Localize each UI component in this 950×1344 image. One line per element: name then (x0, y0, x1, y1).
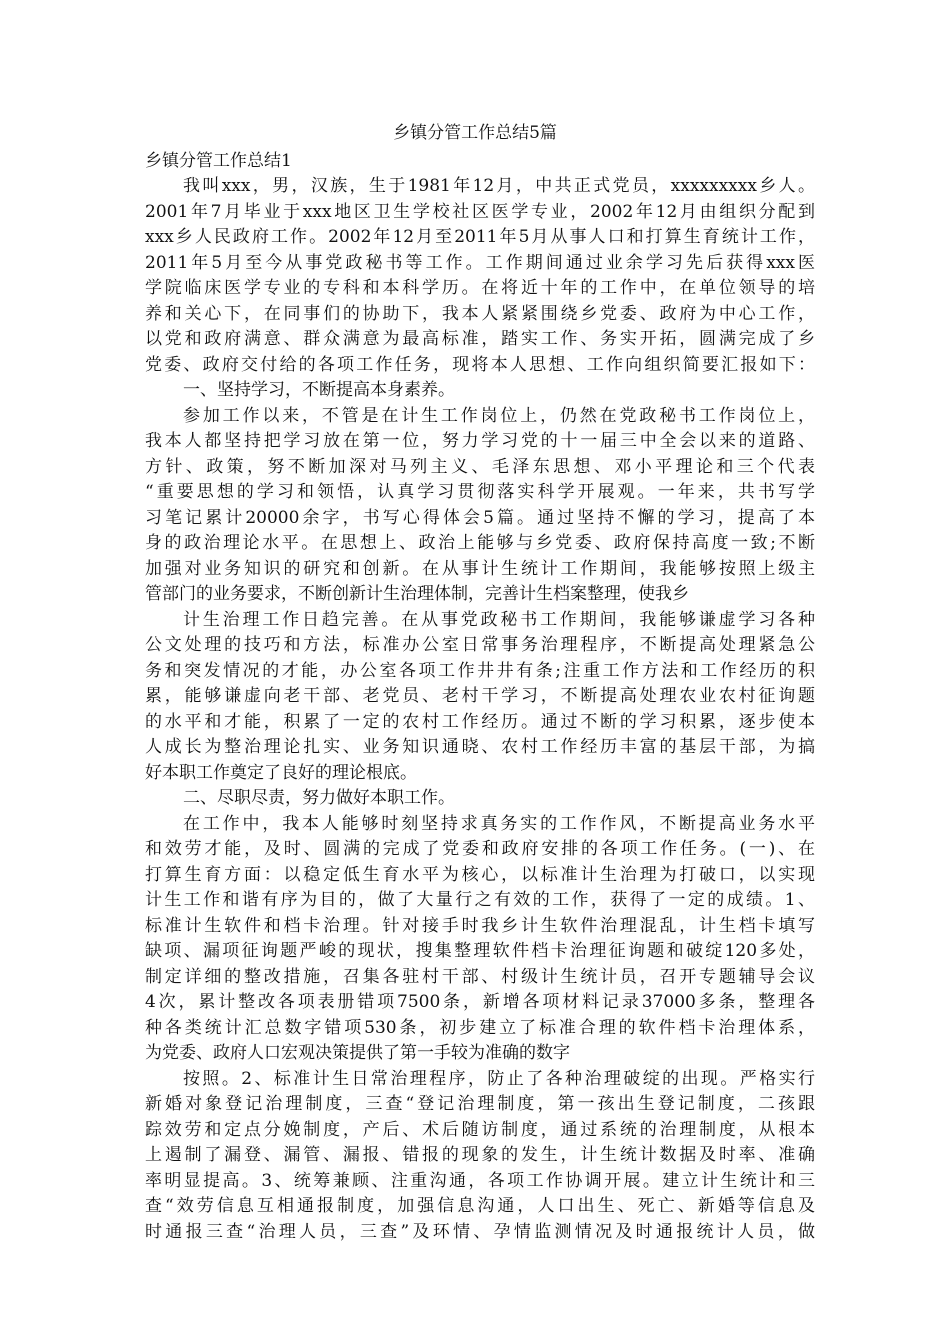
text-line: 累，能够谦虚向老干部、老党员、老村干学习，不断提高处理农业农村征询题 (145, 686, 815, 706)
text-line: 以党和政府满意、群众满意为最高标准，踏实工作、务实开拓，圆满完成了乡 (145, 329, 815, 349)
text-line: 人成长为整治理论扎实、业务知识通晓、农村工作经历丰富的基层干部，为搞 (145, 737, 815, 757)
text-line: 标准计生软件和档卡治理。针对接手时我乡计生软件治理混乱，计生档卡填写 (145, 915, 815, 936)
text-line: xxx乡人民政府工作。2002年12月至2011年5月从事人口和打算生育统计工作， (145, 227, 815, 247)
text-line: 2001年7月毕业于xxx地区卫生学校社区医学专业，2002年12月由组织分配到 (145, 201, 815, 222)
text-line: 的水平和才能，积累了一定的农村工作经历。通过不断的学习积累，逐步使本 (145, 711, 815, 732)
text-line: 公文处理的技巧和方法，标准办公室日常事务治理程序，不断提高处理紧急公 (145, 635, 815, 655)
document-title: 乡镇分管工作总结5篇 (393, 123, 557, 143)
text-line: 加强对业务知识的研究和创新。在从事计生统计工作期间，我能够按照上级主 (145, 558, 815, 579)
text-line: 一、坚持学习，不断提高本身素养。 (183, 380, 455, 400)
text-line: 好本职工作奠定了良好的理论根底。 (145, 762, 417, 783)
text-line: 养和关心下，在同事们的协助下，我本人紧紧围绕乡党委、政府为中心工作， (145, 303, 815, 324)
text-line: 种各类统计汇总数字错项530条，初步建立了标准合理的软件档卡治理体系， (145, 1017, 815, 1038)
text-line: 参加工作以来，不管是在计生工作岗位上，仍然在党政秘书工作岗位上， (183, 405, 815, 426)
text-line: 习笔记累计20000余字，书写心得体会5篇。通过坚持不懈的学习，提高了本 (145, 507, 815, 528)
text-line: 务和突发情况的才能，办公室各项工作井井有条;注重工作方法和工作经历的积 (145, 660, 815, 681)
text-line: 制定详细的整改措施，召集各驻村干部、村级计生统计员，召开专题辅导会议 (145, 966, 815, 987)
text-line: 和效劳才能，及时、圆满的完成了党委和政府安排的各项工作任务。(一)、在 (145, 839, 815, 859)
text-line: 学院临床医学专业的专科和本科学历。在将近十年的工作中，在单位领导的培 (145, 278, 815, 298)
text-line: 党委、政府交付给的各项工作任务，现将本人思想、工作向组织简要汇报如下： (145, 354, 815, 375)
text-line: 上遏制了漏登、漏管、漏报、错报的现象的发生，计生统计数据及时率、准确 (145, 1145, 815, 1165)
text-line: 计生治理工作日趋完善。在从事党政秘书工作期间，我能够谦虚学习各种 (183, 609, 815, 630)
section-title: 乡镇分管工作总结1 (145, 151, 292, 171)
text-line: 4次，累计整改各项表册错项7500条，新增各项材料记录37000多条，整理各 (145, 992, 815, 1012)
text-line: 时通报三查“治理人员，三查”及环情、孕情监测情况及时通报统计人员，做 (145, 1221, 815, 1242)
text-line: 为党委、政府人口宏观决策提供了第一手较为准确的数字 (145, 1043, 570, 1063)
text-line: 踪效劳和定点分娩制度，产后、术后随访制度，通过系统的治理制度，从根本 (145, 1119, 815, 1140)
text-line: 方针、政策，努不断加深对马列主义、毛泽东思想、邓小平理论和三个代表 (145, 456, 815, 477)
text-line: 我本人都坚持把学习放在第一位，努力学习党的十一届三中全会以来的道路、 (145, 431, 815, 451)
text-line: 在工作中，我本人能够时刻坚持求真务实的工作作风，不断提高业务水平 (183, 813, 815, 834)
text-line: 缺项、漏项征询题严峻的现状，搜集整理软件档卡治理征询题和破绽120多处， (145, 941, 815, 961)
text-line: 率明显提高。3、统筹兼顾、注重沟通，各项工作协调开展。建立计生统计和三 (145, 1170, 815, 1191)
text-line: 二、尽职尽责，努力做好本职工作。 (183, 788, 455, 808)
text-line: 按照。2、标准计生日常治理程序，防止了各种治理破绽的出现。严格实行 (183, 1068, 815, 1089)
text-line: 计生工作和谐有序为目的，做了大量行之有效的工作，获得了一定的成绩。1、 (145, 890, 815, 910)
document-body (145, 174, 815, 1245)
text-line: 2011年5月至今从事党政秘书等工作。工作期间通过业余学习先后获得xxx医 (145, 252, 815, 273)
text-line: 打算生育方面：以稳定低生育水平为核心，以标准计生治理为打破口，以实现 (145, 864, 815, 885)
text-line: 我叫xxx，男，汉族，生于1981年12月，中共正式党员，xxxxxxxxx乡人。 (183, 176, 815, 196)
text-line: 管部门的业务要求，不断创新计生治理体制，完善计生档案整理，使我乡 (145, 584, 689, 604)
text-line: “重要思想的学习和领悟，认真学习贯彻落实科学开展观。一年来，共书写学 (145, 482, 815, 502)
text-line: 身的政治理论水平。在思想上、政治上能够与乡党委、政府保持高度一致;不断 (145, 533, 815, 553)
text-line: 查“效劳信息互相通报制度，加强信息沟通，人口出生、死亡、新婚等信息及 (145, 1196, 815, 1216)
text-line: 新婚对象登记治理制度，三查“登记治理制度，第一孩出生登记制度，二孩跟 (145, 1094, 815, 1114)
